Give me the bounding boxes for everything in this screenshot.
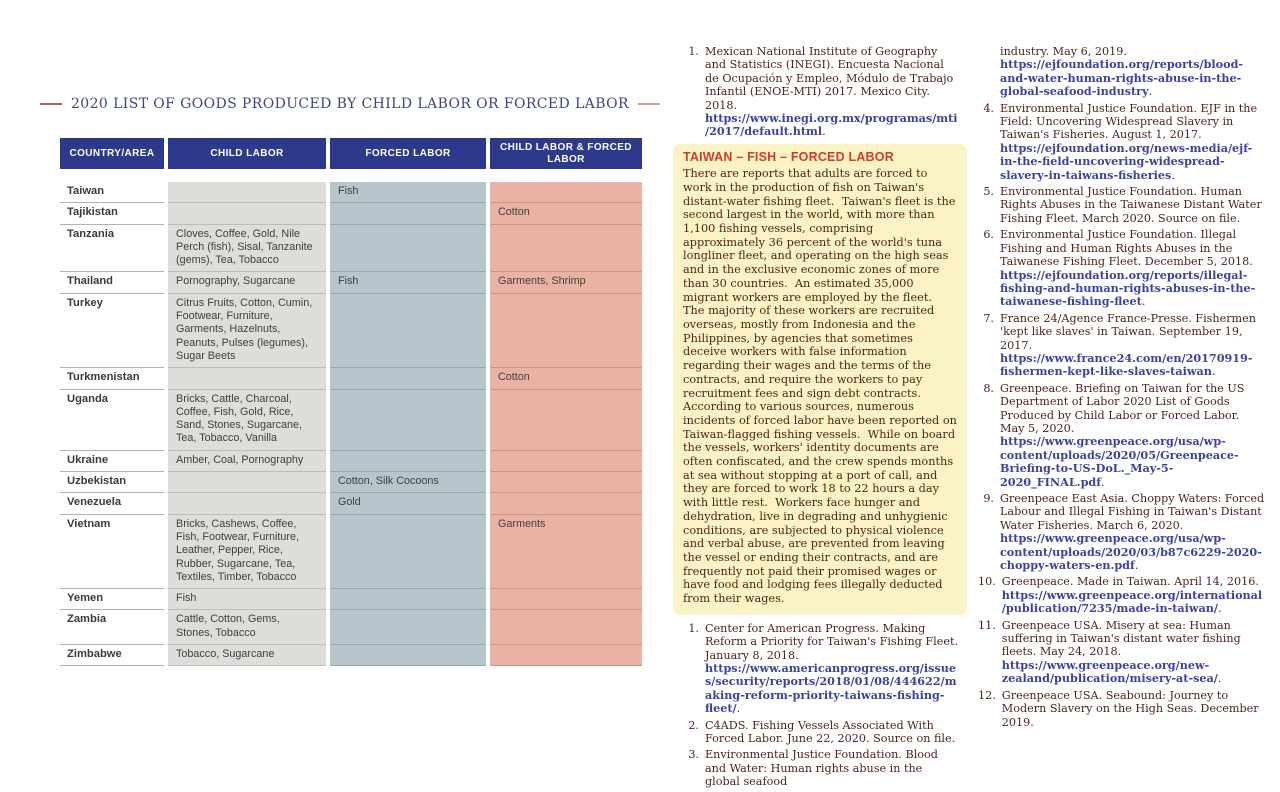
citation	[978, 382, 1266, 489]
citation-text: Center for American Progress. Making Reform a Priority for Taiwan's Fishing Fleet. January 8, 2018. https://www.americanprogress.org/issues/security/reports/2018/01/08/444622/making-reform-priority-taiwans-fishing-fleet/.	[705, 621, 959, 716]
citation-number: 8.	[983, 381, 994, 395]
cell-forced: Gold	[330, 493, 486, 514]
cell-child: Fish	[168, 589, 326, 610]
cell-child: Pornography, Sugarcane	[168, 272, 326, 293]
citation-link[interactable]: https://ejfoundation.org/news-media/ejf-in-the-field-uncovering-widespread-slavery-in-taiwans-fisheries	[1000, 140, 1253, 182]
citation-link[interactable]: https://www.greenpeace.org/international/publication/7235/made-in-taiwan/	[1001, 587, 1263, 616]
title-left-dash	[40, 103, 62, 105]
header-country-area: COUNTRY/AREA	[60, 138, 164, 169]
cell-child	[168, 368, 326, 389]
table-header-row	[60, 138, 644, 169]
cell-both	[490, 182, 642, 203]
citation	[978, 185, 1266, 225]
citation-text: Greenpeace East Asia. Choppy Waters: Forced Labour and Illegal Fishing in Taiwan's Distant Water Fisheries. March 6, 2020. https://www.greenpeace.org/usa/wp-content/uploads/2020/03/b87c6229-2020-choppy-waters-en.pdf.	[1000, 492, 1265, 573]
citation	[978, 689, 1266, 729]
citation-text: Greenpeace. Made in Taiwan. April 14, 2016. https://www.greenpeace.org/international/publication/7235/made-in-taiwan/.	[1001, 575, 1263, 616]
citation-text: Mexican National Institute of Geography and Statistics (INEGI). Encuesta Nacional de Ocupación y Empleo, Módulo de Trabajo Infantil (ENOE-MTI) 2017. Mexico City. 2018. https://www.inegi.org.mx/programas/mti/2017/default.html.	[705, 45, 958, 139]
cell-both: Cotton	[490, 203, 642, 224]
citation-list-top	[683, 45, 959, 139]
table-body	[60, 182, 644, 666]
cell-child	[168, 493, 326, 514]
citation-text: C4ADS. Fishing Vessels Associated With Forced Labor. June 22, 2020. Source on file.	[705, 718, 956, 745]
citation-number: 12.	[978, 688, 996, 702]
citation-number: 7.	[983, 311, 994, 325]
citation	[978, 228, 1266, 308]
citation	[978, 619, 1266, 686]
citation-link[interactable]: https://www.greenpeace.org/usa/wp-content/uploads/2020/05/Greenpeace-Briefing-to-US-DoL._May-5-2020_FINAL.pdf	[1000, 434, 1239, 489]
highlight-heading: TAIWAN – FISH – FORCED LABOR	[683, 149, 894, 164]
cell-forced	[330, 610, 486, 645]
cell-child: Cattle, Cotton, Gems, Stones, Tobacco	[168, 610, 326, 645]
cell-forced: Fish	[330, 182, 486, 203]
citation	[683, 748, 959, 788]
citation-number: 4.	[983, 101, 994, 115]
highlight-body: There are reports that adults are forced to work in the production of fish on Taiwan's distant-water fishing fleet. Taiwan's fleet is the second largest in the world, with more than 1,100 fishing vessels, comprising approximately 36 percent of the world's tuna longliner fleet, and operating on the high seas and in the exclusive economic zones of more than 30 countries. An estimated 35,000 migrant workers are employed by the fleet. The majority of these workers are recruited overseas, mostly from Indonesia and the Philippines, by agencies that sometimes deceive workers with false information regarding their wages and the terms of the contracts, and require the workers to pay recruitment fees and sign debt contracts. According to various sources, numerous incidents of forced labor have been reported on Taiwan-flagged fishing vessels. While on board the vessels, workers' identity documents are often confiscated, and the crew spends months at sea without stopping at a port of call, and they are forced to work 18 to 22 hours a day with little rest. Workers face hunger and dehydration, live in degrading and unhygienic conditions, are subjected to physical violence and verbal abuse, are prevented from leaving the vessel or ending their contracts, and are frequently not paid their promised wages or have food and lodging fees illegally deducted from their wages.	[683, 167, 961, 606]
citation-text: Greenpeace USA. Seabound: Journey to Modern Slavery on the High Seas. December 2019.	[1001, 688, 1259, 729]
cell-country: Uganda	[60, 390, 164, 451]
cell-forced	[330, 645, 486, 666]
citations-column-2	[978, 45, 1266, 732]
cell-both	[490, 225, 642, 273]
cell-country: Tanzania	[60, 225, 164, 273]
citation-list-continued	[978, 45, 1266, 729]
cell-forced	[330, 368, 486, 389]
cell-country: Ukraine	[60, 451, 164, 472]
page-title: 2020 LIST OF GOODS PRODUCED BY CHILD LABOR OR FORCED LABOR	[71, 96, 629, 112]
citation-number: 10.	[978, 575, 996, 589]
cell-country: Taiwan	[60, 182, 164, 203]
citation	[978, 575, 1266, 615]
cell-forced	[330, 451, 486, 472]
citation	[683, 719, 959, 746]
citation-link[interactable]: https://www.americanprogress.org/issues/security/reports/2018/01/08/444622/making-reform-priority-taiwans-fishing-fleet/	[705, 660, 957, 716]
citation	[978, 312, 1266, 379]
cell-forced	[330, 390, 486, 451]
cell-both	[490, 472, 642, 493]
cell-both	[490, 589, 642, 610]
cell-country: Turkmenistan	[60, 368, 164, 389]
cell-country: Tajikistan	[60, 203, 164, 224]
cell-child: Bricks, Cattle, Charcoal, Coffee, Fish, Gold, Rice, Sand, Stones, Sugarcane, Tea, Tobacco, Vanilla	[168, 390, 326, 451]
header-child-labor: CHILD LABOR	[168, 138, 326, 169]
cell-child	[168, 182, 326, 203]
citation-number: 11.	[978, 618, 996, 632]
cell-child: Citrus Fruits, Cotton, Cumin, Footwear, Furniture, Garments, Hazelnuts, Peanuts, Pulses (legumes), Sugar Beets	[168, 294, 326, 368]
citation	[978, 102, 1266, 182]
cell-country: Yemen	[60, 589, 164, 610]
citation-number: 6.	[983, 228, 994, 242]
title-right-rule	[638, 103, 660, 105]
cell-both	[490, 390, 642, 451]
cell-both: Garments, Shrimp	[490, 272, 642, 293]
header-child-and-forced-labor: CHILD LABOR & FORCED LABOR	[490, 138, 642, 169]
cell-both	[490, 610, 642, 645]
citation-text: industry. May 6, 2019. https://ejfoundation.org/reports/blood-and-water-human-rights-abuse-in-the-global-seafood-industry.	[1000, 45, 1244, 99]
cell-both: Cotton	[490, 368, 642, 389]
citation-number	[978, 45, 1000, 99]
cell-country: Turkey	[60, 294, 164, 368]
citation-text: Greenpeace. Briefing on Taiwan for the US Department of Labor 2020 List of Goods Produced by Child Labor or Forced Labor. May 5, 2020. https://www.greenpeace.org/usa/wp-content/uploads/2020/05/Greenpeace-Briefing-to-US-DoL._May-5-2020_FINAL.pdf.	[1000, 381, 1245, 489]
citation-link[interactable]: https://ejfoundation.org/reports/illegal-fishing-and-human-rights-abuses-in-the-taiwanese-fishing-fleet	[1000, 267, 1256, 309]
citation-link[interactable]: https://ejfoundation.org/reports/blood-and-water-human-rights-abuse-in-the-global-seafood-industry	[1000, 57, 1244, 99]
citation-text: Environmental Justice Foundation. Human Rights Abuses in the Taiwanese Distant Water Fishing Fleet. March 2020. Source on file.	[1000, 185, 1262, 225]
citation-text: Greenpeace USA. Misery at sea: Human suffering in Taiwan's distant water fishing fleets. May 24, 2018. https://www.greenpeace.org/new-zealand/publication/misery-at-sea/.	[1001, 618, 1241, 686]
citation-link[interactable]: https://www.inegi.org.mx/programas/mti/2017/default.html	[705, 111, 958, 139]
citation-text: France 24/Agence France-Presse. Fishermen 'kept like slaves' in Taiwan. September 19, 2017. https://www.france24.com/en/20170919-fishermen-kept-like-slaves-taiwan.	[1000, 311, 1256, 379]
cell-both	[490, 645, 642, 666]
citation-number: 3.	[688, 748, 699, 762]
cell-country: Zambia	[60, 610, 164, 645]
citation	[683, 622, 959, 716]
cell-country: Zimbabwe	[60, 645, 164, 666]
citation-link[interactable]: https://www.greenpeace.org/usa/wp-content/uploads/2020/03/b87c6229-2020-choppy-waters-en.pdf	[1000, 531, 1262, 573]
header-forced-labor: FORCED LABOR	[330, 138, 486, 169]
cell-country: Vietnam	[60, 515, 164, 589]
cell-country: Uzbekistan	[60, 472, 164, 493]
citation-text: Environmental Justice Foundation. Blood and Water: Human rights abuse in the global seafood	[705, 748, 938, 789]
citation	[978, 45, 1266, 99]
citation-number: 2.	[688, 718, 699, 732]
cell-forced	[330, 515, 486, 589]
cell-both	[490, 294, 642, 368]
goods-table	[60, 138, 644, 666]
cell-country: Venezuela	[60, 493, 164, 514]
cell-forced	[330, 225, 486, 273]
citation	[978, 492, 1266, 572]
citation-number: 5.	[983, 185, 994, 199]
cell-forced	[330, 589, 486, 610]
citations-column-1	[683, 45, 959, 792]
cell-child: Cloves, Coffee, Gold, Nile Perch (fish), Sisal, Tanzanite (gems), Tea, Tobacco	[168, 225, 326, 273]
cell-child: Bricks, Cashews, Coffee, Fish, Footwear, Furniture, Leather, Pepper, Rice, Rubber, Sugarcane, Tea, Textiles, Timber, Tobacco	[168, 515, 326, 589]
citation-number: 1.	[688, 45, 699, 58]
cell-both	[490, 493, 642, 514]
citation-number: 9.	[983, 492, 994, 505]
citation-number: 1.	[688, 621, 699, 635]
cell-child	[168, 472, 326, 493]
citation-link[interactable]: https://www.france24.com/en/20170919-fishermen-kept-like-slaves-taiwan	[1000, 350, 1253, 379]
report-title-row	[40, 96, 660, 112]
highlight-box-taiwan-fish	[673, 144, 967, 615]
cell-country: Thailand	[60, 272, 164, 293]
cell-forced	[330, 294, 486, 368]
citation-text: Environmental Justice Foundation. EJF in the Field: Uncovering Widespread Slavery in Taiwan's Fisheries. August 1, 2017. https://ejfoundation.org/news-media/ejf-in-the-field-uncovering-widespread-slavery-in-taiwans-fisheries.	[1000, 101, 1258, 182]
cell-forced	[330, 203, 486, 224]
citation	[683, 45, 959, 139]
cell-child: Tobacco, Sugarcane	[168, 645, 326, 666]
citation-text: Environmental Justice Foundation. Illegal Fishing and Human Rights Abuses in the Taiwanese Fishing Fleet. December 5, 2018. https://ejfoundation.org/reports/illegal-fishing-and-human-rights-abuses-in-the-taiwanese-fishing-fleet.	[1000, 228, 1256, 309]
cell-child: Amber, Coal, Pornography	[168, 451, 326, 472]
cell-child	[168, 203, 326, 224]
cell-both: Garments	[490, 515, 642, 589]
cell-forced: Fish	[330, 272, 486, 293]
cell-both	[490, 451, 642, 472]
cell-forced: Cotton, Silk Cocoons	[330, 472, 486, 493]
citation-link[interactable]: https://www.greenpeace.org/new-zealand/publication/misery-at-sea/	[1001, 657, 1218, 686]
citation-list-bottom	[683, 622, 959, 789]
